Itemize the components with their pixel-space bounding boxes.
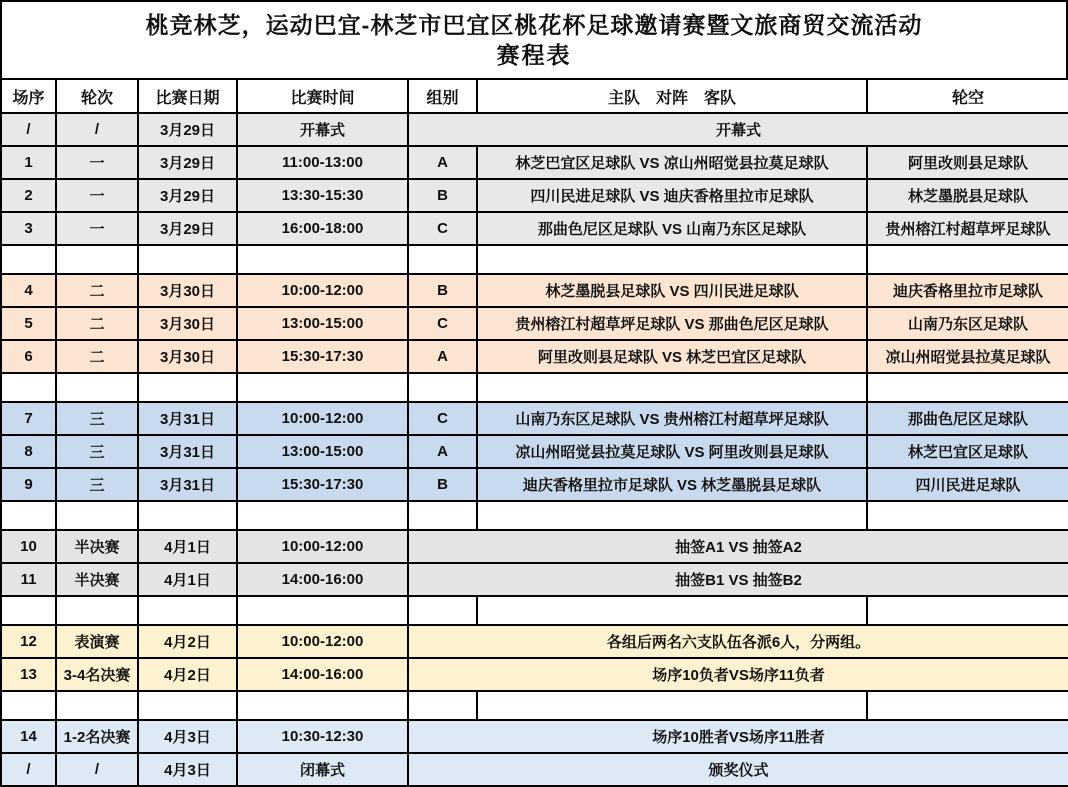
cell: 3月30日	[138, 340, 237, 373]
empty-cell	[1, 691, 56, 720]
cell: 林芝墨脱县足球队	[867, 179, 1068, 212]
column-header: 轮次	[56, 79, 138, 113]
cell: C	[408, 402, 477, 435]
cell: 6	[1, 340, 56, 373]
cell: 林芝巴宜区足球队	[867, 435, 1068, 468]
cell: 10:00-12:00	[237, 530, 408, 563]
empty-cell	[408, 596, 477, 625]
cell: B	[408, 468, 477, 501]
cell: A	[408, 435, 477, 468]
cell: 9	[1, 468, 56, 501]
cell: 林芝巴宜区足球队 VS 凉山州昭觉县拉莫足球队	[477, 146, 867, 179]
cell: 3月31日	[138, 402, 237, 435]
column-header: 组别	[408, 79, 477, 113]
table-row	[1, 179, 1068, 212]
cell: 4月2日	[138, 658, 237, 691]
cell: 开幕式	[237, 113, 408, 146]
cell: 3	[1, 212, 56, 245]
empty-cell	[1, 501, 56, 530]
cell: 三	[56, 435, 138, 468]
cell: /	[56, 113, 138, 146]
empty-cell	[477, 691, 867, 720]
cell: 10:00-12:00	[237, 274, 408, 307]
schedule-table	[0, 78, 1068, 787]
empty-cell	[408, 245, 477, 274]
cell: 3月29日	[138, 113, 237, 146]
table-row	[1, 468, 1068, 501]
cell: A	[408, 340, 477, 373]
cell: 1	[1, 146, 56, 179]
cell: 二	[56, 307, 138, 340]
empty-cell	[1, 596, 56, 625]
column-header: 主队 对阵 客队	[477, 79, 867, 113]
cell: 贵州榕江村超草坪足球队	[867, 212, 1068, 245]
empty-cell	[867, 373, 1068, 402]
cell: C	[408, 307, 477, 340]
table-row	[1, 753, 1068, 786]
cell: 四川民进足球队 VS 迪庆香格里拉市足球队	[477, 179, 867, 212]
empty-cell	[237, 596, 408, 625]
empty-cell	[138, 596, 237, 625]
cell: 8	[1, 435, 56, 468]
cell: 13:00-15:00	[237, 307, 408, 340]
empty-cell	[408, 501, 477, 530]
cell: /	[1, 113, 56, 146]
cell: 3月30日	[138, 274, 237, 307]
spacer-row	[1, 501, 1068, 530]
cell: 一	[56, 179, 138, 212]
cell: 13:00-15:00	[237, 435, 408, 468]
cell: /	[1, 753, 56, 786]
cell: 半决赛	[56, 563, 138, 596]
cell: 10:00-12:00	[237, 402, 408, 435]
empty-cell	[1, 245, 56, 274]
empty-cell	[867, 501, 1068, 530]
cell: 13:30-15:30	[237, 179, 408, 212]
empty-cell	[237, 245, 408, 274]
cell: 14:00-16:00	[237, 563, 408, 596]
empty-cell	[477, 245, 867, 274]
cell: 3月29日	[138, 146, 237, 179]
cell: 10:30-12:30	[237, 720, 408, 753]
cell: 11:00-13:00	[237, 146, 408, 179]
empty-cell	[56, 596, 138, 625]
table-row	[1, 146, 1068, 179]
cell: 凉山州昭觉县拉莫足球队 VS 阿里改则县足球队	[477, 435, 867, 468]
table-row	[1, 402, 1068, 435]
spacer-row	[1, 691, 1068, 720]
cell: 表演赛	[56, 625, 138, 658]
table-row	[1, 274, 1068, 307]
cell: 一	[56, 146, 138, 179]
cell: 3月31日	[138, 435, 237, 468]
table-row	[1, 658, 1068, 691]
table-row	[1, 720, 1068, 753]
cell: 3-4名决赛	[56, 658, 138, 691]
cell: 3月29日	[138, 212, 237, 245]
spacer-row	[1, 373, 1068, 402]
table-row	[1, 435, 1068, 468]
empty-cell	[56, 245, 138, 274]
empty-cell	[237, 691, 408, 720]
cell: C	[408, 212, 477, 245]
cell: 三	[56, 402, 138, 435]
cell: 13	[1, 658, 56, 691]
empty-cell	[56, 373, 138, 402]
merged-cell: 开幕式	[408, 113, 1068, 146]
cell: 三	[56, 468, 138, 501]
table-row	[1, 212, 1068, 245]
cell: 3月29日	[138, 179, 237, 212]
empty-cell	[138, 501, 237, 530]
page-title	[0, 0, 1068, 78]
cell: 凉山州昭觉县拉莫足球队	[867, 340, 1068, 373]
merged-cell: 场序10负者VS场序11负者	[408, 658, 1068, 691]
cell: 四川民进足球队	[867, 468, 1068, 501]
empty-cell	[1, 373, 56, 402]
cell: 16:00-18:00	[237, 212, 408, 245]
cell: 4月1日	[138, 563, 237, 596]
column-header: 比赛日期	[138, 79, 237, 113]
empty-cell	[867, 596, 1068, 625]
spacer-row	[1, 245, 1068, 274]
empty-cell	[477, 501, 867, 530]
table-row	[1, 340, 1068, 373]
merged-cell: 场序10胜者VS场序11胜者	[408, 720, 1068, 753]
cell: 闭幕式	[237, 753, 408, 786]
cell: 山南乃东区足球队	[867, 307, 1068, 340]
cell: A	[408, 146, 477, 179]
cell: 14	[1, 720, 56, 753]
cell: 10	[1, 530, 56, 563]
cell: 半决赛	[56, 530, 138, 563]
merged-cell: 抽签A1 VS 抽签A2	[408, 530, 1068, 563]
cell: 12	[1, 625, 56, 658]
cell: 二	[56, 274, 138, 307]
table-row	[1, 530, 1068, 563]
empty-cell	[237, 501, 408, 530]
cell: 林芝墨脱县足球队 VS 四川民进足球队	[477, 274, 867, 307]
cell: 2	[1, 179, 56, 212]
cell: 迪庆香格里拉市足球队 VS 林芝墨脱县足球队	[477, 468, 867, 501]
cell: 14:00-16:00	[237, 658, 408, 691]
empty-cell	[56, 691, 138, 720]
empty-cell	[408, 373, 477, 402]
cell: 7	[1, 402, 56, 435]
column-header: 比赛时间	[237, 79, 408, 113]
cell: 那曲色尼区足球队	[867, 402, 1068, 435]
cell: 15:30-17:30	[237, 340, 408, 373]
table-row	[1, 625, 1068, 658]
table-row	[1, 307, 1068, 340]
cell: 10:00-12:00	[237, 625, 408, 658]
cell: 1-2名决赛	[56, 720, 138, 753]
column-header: 场序	[1, 79, 56, 113]
cell: 4月1日	[138, 530, 237, 563]
cell: 3月31日	[138, 468, 237, 501]
cell: 3月30日	[138, 307, 237, 340]
merged-cell: 各组后两名六支队伍各派6人，分两组。	[408, 625, 1068, 658]
cell: 15:30-17:30	[237, 468, 408, 501]
table-row	[1, 113, 1068, 146]
cell: 贵州榕江村超草坪足球队 VS 那曲色尼区足球队	[477, 307, 867, 340]
empty-cell	[237, 373, 408, 402]
title-line-1: 桃竞林芝，运动巴宜-林芝市巴宜区桃花杯足球邀请赛暨文旅商贸交流活动	[145, 11, 923, 38]
spacer-row	[1, 596, 1068, 625]
cell: 阿里改则县足球队	[867, 146, 1068, 179]
cell: B	[408, 274, 477, 307]
cell: 二	[56, 340, 138, 373]
empty-cell	[408, 691, 477, 720]
cell: 那曲色尼区足球队 VS 山南乃东区足球队	[477, 212, 867, 245]
column-header: 轮空	[867, 79, 1068, 113]
cell: 5	[1, 307, 56, 340]
table-row	[1, 563, 1068, 596]
cell: 一	[56, 212, 138, 245]
header-row	[1, 79, 1068, 113]
cell: 4	[1, 274, 56, 307]
title-line-2: 赛程表	[496, 41, 572, 68]
cell: 4月2日	[138, 625, 237, 658]
cell: 迪庆香格里拉市足球队	[867, 274, 1068, 307]
cell: B	[408, 179, 477, 212]
cell: 4月3日	[138, 720, 237, 753]
empty-cell	[138, 691, 237, 720]
empty-cell	[477, 596, 867, 625]
empty-cell	[477, 373, 867, 402]
cell: 4月3日	[138, 753, 237, 786]
empty-cell	[867, 245, 1068, 274]
empty-cell	[138, 373, 237, 402]
cell: /	[56, 753, 138, 786]
merged-cell: 颁奖仪式	[408, 753, 1068, 786]
merged-cell: 抽签B1 VS 抽签B2	[408, 563, 1068, 596]
cell: 山南乃东区足球队 VS 贵州榕江村超草坪足球队	[477, 402, 867, 435]
cell: 阿里改则县足球队 VS 林芝巴宜区足球队	[477, 340, 867, 373]
empty-cell	[56, 501, 138, 530]
cell: 11	[1, 563, 56, 596]
empty-cell	[867, 691, 1068, 720]
empty-cell	[138, 245, 237, 274]
